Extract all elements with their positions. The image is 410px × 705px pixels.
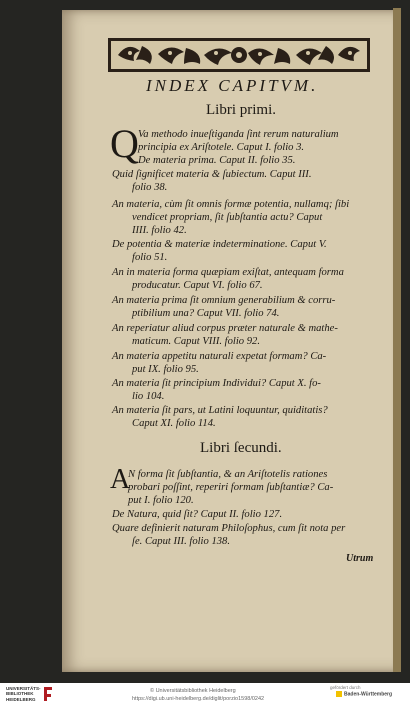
ornament-band-icon [108,38,370,72]
bw-logo-icon: Baden-Württemberg [336,691,392,698]
funded-by-label: gefördert durch [330,685,361,690]
entry-line: Quid ſignificet materia & ſubiectum. Caput III. [112,169,312,180]
index-entry [112,198,378,237]
index-entry [138,128,378,167]
library-name: UNIVERSITÄTS- BIBLIOTHEK HEIDELBERG [6,686,41,702]
section-heading-libri-secundi: Libri ſecundi. [200,440,282,456]
index-entry [112,508,378,521]
entry-line: probari poſſint, reperiri formam ſubſtantiæ? Ca- [128,482,334,493]
entry-line: An materia appetitu naturali expetat formam? Ca- [112,351,327,362]
copyright-text: © Universitätsbibliothek Heidelberg [150,688,236,694]
entry-line: put I. folio 120. [128,495,194,506]
entry-line: put IX. folio 95. [132,364,199,375]
page-title: INDEX CAPITVM. [146,76,319,95]
index-entry [112,322,378,348]
index-entry [112,168,378,194]
entry-line: Va methodo inueſtiganda ſint rerum naturalium [138,129,339,140]
entry-line: An materia, cùm ſit omnis formæ potentia, nullamq; ſibi [112,199,350,210]
entry-line: IIII. folio 42. [132,225,187,236]
entry-line: De potentia & materiæ indeterminatione. Caput V. [112,239,327,250]
entry-line: ſe. Caput III. folio 138. [132,536,230,547]
entry-line: Quare definierit naturam Philoſophus, cum ſit nota per [112,523,346,534]
entry-line: An materia ſit pars, ut Latini loquuntur, quiditatis? [112,405,328,416]
permalink-url[interactable]: https://digi.ub.uni-heidelberg.de/diglit/porzio1598/0242 [132,696,265,702]
index-entry [112,238,378,264]
ub-heidelberg-logo-icon [42,685,54,703]
entry-line: vendicet propriam, ſit ſubſtantia actu? Caput [132,212,323,223]
entry-line: lio 104. [132,391,165,402]
drop-cap: Q [110,121,139,166]
entry-line: An in materia forma quæpiam exiſtat, antequam forma [112,267,344,278]
drop-cap: A [110,464,131,495]
index-entry [128,468,380,507]
catchword: Utrum [346,553,374,564]
index-entry [112,377,378,403]
entry-line: N forma ſit ſubſtantia, & an Ariſtotelis rationes [128,469,328,480]
entry-line: producatur. Caput VI. folio 67. [132,280,263,291]
page-edge [393,8,401,672]
entry-line: An materia ſit principium Individui? Caput X. fo- [112,378,321,389]
index-entry [112,266,378,292]
entry-line: ptibilium una? Caput VII. folio 74. [132,308,280,319]
entry-line: An reperiatur aliud corpus præter naturale & mathe- [112,323,338,334]
index-entry [112,294,378,320]
entry-line: folio 38. [132,182,168,193]
entry-line: folio 51. [132,252,168,263]
entry-line: An materia prima ſit omnium generabilium & corru- [112,295,336,306]
index-entry [112,404,378,430]
entry-line: De materia prima. Caput II. folio 35. [138,155,296,166]
index-entry [112,350,378,376]
section-heading-libri-primi: Libri primi. [206,102,276,118]
entry-line: principia ex Ariſtotele. Caput I. folio 3. [138,142,305,153]
entry-line: De Natura, quid ſit? Caput II. folio 127. [112,509,283,520]
entry-line: Caput XI. folio 114. [132,418,216,429]
index-entry [112,522,378,548]
entry-line: maticum. Caput VIII. folio 92. [132,336,260,347]
